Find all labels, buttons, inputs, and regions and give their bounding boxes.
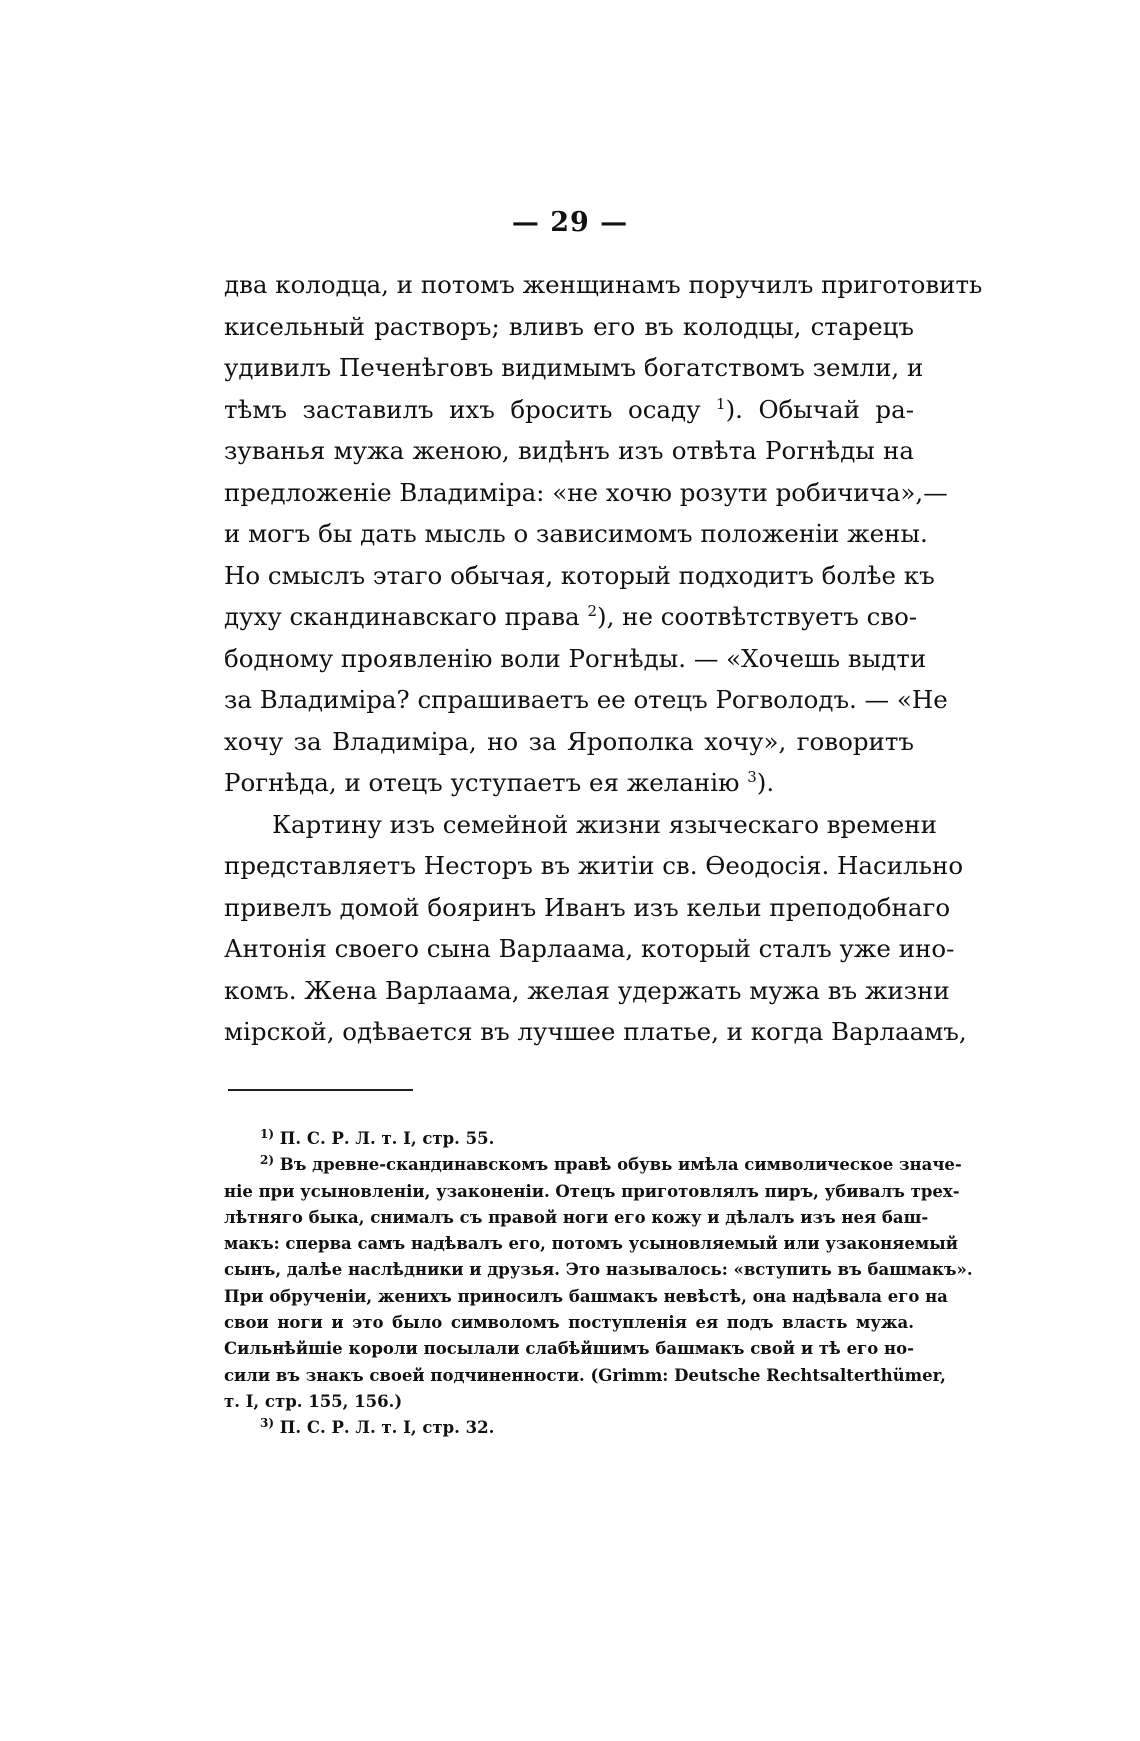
footnotes <box>224 1126 973 1442</box>
footnote-line: При обрученіи, женихъ приносилъ башмакъ невѣстѣ, она надѣвала его на <box>224 1286 948 1306</box>
text-line <box>224 389 914 431</box>
text-line: и могъ бы дать мысль о зависимомъ положеніи жены. <box>224 519 928 548</box>
text-line: удивилъ Печенѣговъ видимымъ богатствомъ земли, и <box>224 353 924 382</box>
text-fragment: ), не соотвѣтствуетъ сво- <box>597 602 918 631</box>
main-text <box>224 264 983 1053</box>
footnote-mark: 1) <box>260 1127 275 1141</box>
footnote-line <box>224 1152 962 1178</box>
text-fragment: ). Обычай ра- <box>725 394 914 424</box>
footnote-ref: 1 <box>716 394 726 413</box>
text-line: хочу за Владиміра, но за Ярополка хочу», говоритъ <box>224 726 914 756</box>
footnote-line <box>224 1415 914 1441</box>
text-line: два колодца, и потомъ женщинамъ поручилъ приготовить <box>224 270 983 299</box>
text-line: Но смыслъ этаго обычая, который подходитъ болѣе къ <box>224 560 935 590</box>
page-number: — 29 — <box>511 207 629 238</box>
footnote-line: сынъ, далѣе наслѣдники и друзья. Это называлось: «вступить въ башмакъ». <box>224 1260 973 1280</box>
text-line: привелъ домой бояринъ Иванъ изъ кельи преподобнаго <box>224 892 951 922</box>
footnote-line: свои ноги и это было символомъ поступленія ея подъ власть мужа. <box>224 1313 914 1333</box>
text-fragment: тѣмъ заставилъ ихъ бросить осаду <box>224 394 701 424</box>
text-fragment: Рогнѣда, и отецъ уступаетъ ея желанію <box>224 768 740 797</box>
footnote-text: Въ древне-скандинавскомъ правѣ обувь имѣла символическое значе- <box>279 1155 962 1175</box>
footnote-text: П. С. Р. Л. т. I, стр. 55. <box>279 1129 495 1148</box>
footnote-ref: 3 <box>747 768 757 786</box>
footnote-line: ніе при усыновленіи, узаконеніи. Отецъ приготовлялъ пиръ, убивалъ трех- <box>224 1181 960 1201</box>
text-line: представляетъ Несторъ въ житіи св. Ѳеодосія. Насильно <box>224 851 964 880</box>
text-line: бодному проявленію воли Рогнѣды. — «Хочешь выдти <box>224 643 927 673</box>
footnote-line: Сильнѣйшіе короли посылали слабѣйшимъ башмакъ свой и тѣ его но- <box>224 1339 914 1359</box>
text-line <box>224 762 914 804</box>
footnote-mark: 3) <box>260 1416 275 1431</box>
text-line: комъ. Жена Варлаама, желая удержать мужа въ жизни <box>224 975 950 1005</box>
text-fragment: духу скандинавскаго права <box>224 602 580 631</box>
text-line: зуванья мужа женою, видѣнъ изъ отвѣта Рогнѣды на <box>224 436 914 465</box>
footnote-line: т. I, стр. 155, 156.) <box>224 1391 403 1411</box>
text-line: предложеніе Владиміра: «не хочю розути робичича»,— <box>224 477 948 507</box>
text-line <box>224 596 918 638</box>
text-line: за Владиміра? спрашиваетъ ее отецъ Рогволодъ. — «Не <box>224 685 948 714</box>
footnote-text: П. С. Р. Л. т. I, стр. 32. <box>279 1418 495 1438</box>
footnote-line: макъ: сперва самъ надѣвалъ его, потомъ усыновляемый или узаконяемый <box>224 1234 958 1254</box>
footnote-ref: 2 <box>587 602 598 620</box>
footnote-divider <box>228 1089 413 1091</box>
footnote-line: лѣтняго быка, снималъ съ правой ноги его кожу и дѣлалъ изъ нея баш- <box>224 1207 929 1227</box>
text-line: мірской, одѣвается въ лучшее платье, и когда Варлаамъ, <box>224 1017 967 1046</box>
text-line: кисельный растворъ; вливъ его въ колодцы, старецъ <box>224 311 914 341</box>
footnote-mark: 2) <box>260 1153 275 1168</box>
text-line: Картину изъ семейной жизни языческаго времени <box>272 809 937 839</box>
text-fragment: ). <box>756 768 775 797</box>
text-line: Антонія своего сына Варлаама, который сталъ уже ино- <box>224 934 955 963</box>
footnote-line <box>224 1126 914 1152</box>
footnote-line: сили въ знакъ своей подчиненности. (Grimm: Deutsche Rechtsalterthümer, <box>224 1365 946 1385</box>
